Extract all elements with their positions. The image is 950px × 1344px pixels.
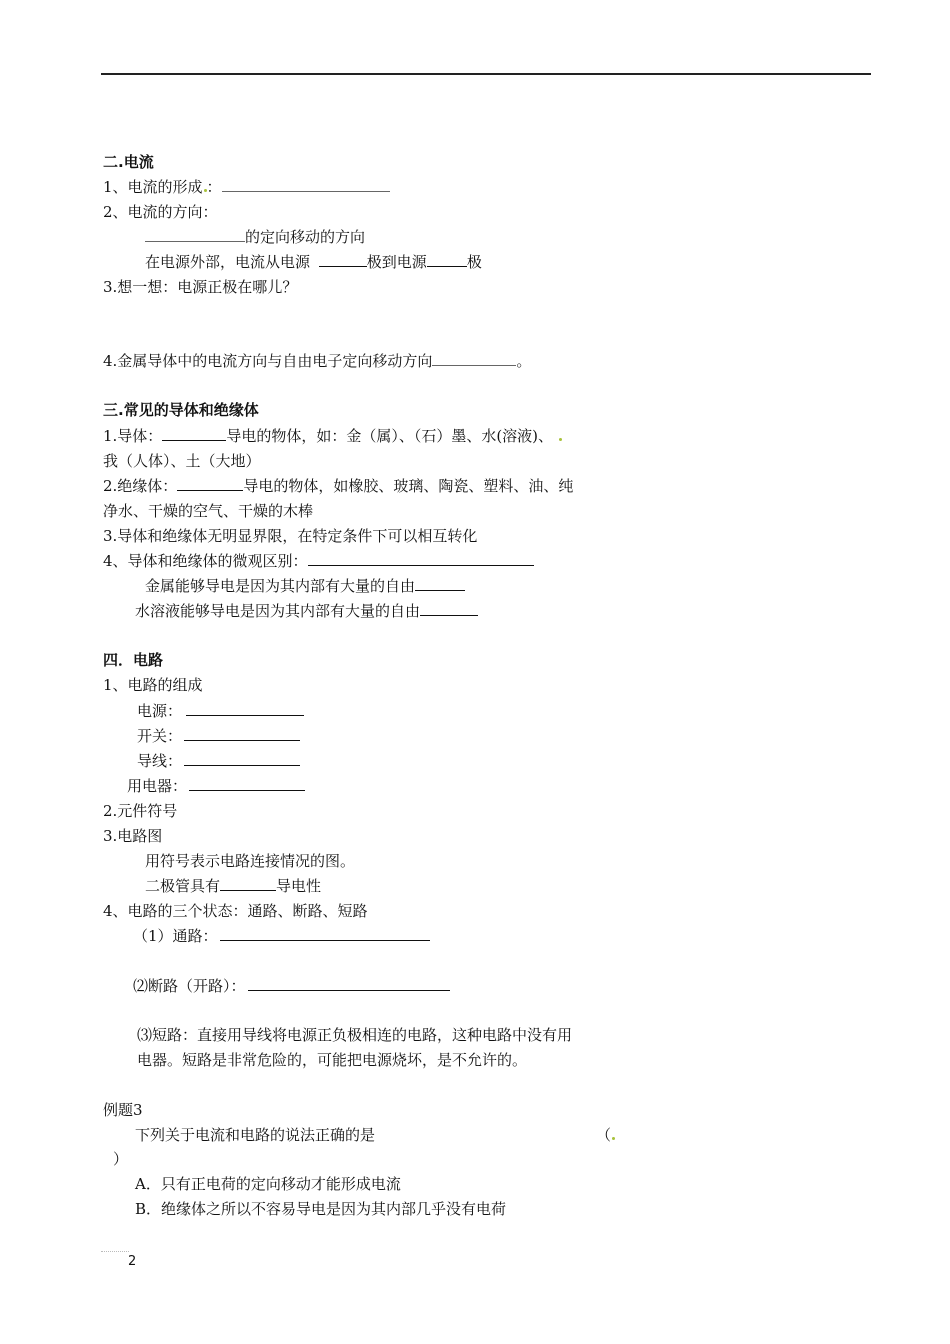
component-symbols: 2.元件符号 <box>103 802 178 820</box>
open-circuit-label: ⑵断路（开路）： <box>133 977 246 995</box>
example-title: 例题3 <box>103 1101 143 1119</box>
circuit-diagram: 3.电路图 <box>103 827 163 845</box>
answer-paren-close: ） <box>113 1150 129 1168</box>
closed-circuit-line <box>133 926 430 946</box>
diode-text2: 导电性 <box>276 877 322 895</box>
blank-metal-free[interactable] <box>415 576 465 591</box>
wire-line <box>137 751 300 771</box>
margin-dot <box>559 438 562 441</box>
short-circuit-line2: 电器。短路是非常危险的，可能把电源烧坏，是不允许的。 <box>137 1051 528 1069</box>
insulator-line <box>103 476 573 496</box>
power-label: 电源： <box>137 702 183 720</box>
blank-solution-free[interactable] <box>420 601 478 616</box>
blank-q4[interactable] <box>432 351 516 366</box>
blank-switch[interactable] <box>184 726 300 741</box>
appliance-line <box>127 776 305 796</box>
closed-circuit-label: （1）通路： <box>133 927 218 945</box>
blank-q2a[interactable] <box>145 227 245 242</box>
blank-closed-circuit[interactable] <box>220 926 430 941</box>
blank-conductor[interactable] <box>162 426 226 441</box>
blank-open-circuit[interactable] <box>248 976 450 991</box>
q2a-line <box>145 227 365 247</box>
conductor-text: 导电的物体，如：金（属）、（石）墨、水(溶液)、 <box>226 427 554 445</box>
metal-free-text: 金属能够导电是因为其内部有大量的自由 <box>145 577 416 595</box>
q1-label: 1、电流的形成 <box>103 178 203 196</box>
option-b[interactable]: B．绝缘体之所以不容易导电是因为其内部几乎没有电荷 <box>135 1200 507 1218</box>
appliance-label: 用电器： <box>127 777 188 795</box>
circuit-diagram-definition: 用符号表示电路连接情况的图。 <box>145 852 356 870</box>
q3-think: 3.想一想：电源正极在哪儿？ <box>103 278 298 296</box>
conductor-line <box>103 426 562 446</box>
micro-difference-line <box>103 551 534 571</box>
blank-q1[interactable] <box>222 177 390 192</box>
q2b-text1: 在电源外部，电流从电源 <box>145 253 311 271</box>
insulator-label: 2.绝缘体： <box>103 477 178 495</box>
switch-label: 开关： <box>137 727 183 745</box>
blank-q2b-1[interactable] <box>319 252 367 267</box>
q2a-text: 的定向移动的方向 <box>245 228 366 246</box>
q4-end: 。 <box>516 352 532 370</box>
q2b-text3: 极 <box>466 253 482 271</box>
section-title-circuit: 四．电路 <box>103 651 164 669</box>
q2b-text2: 极到电源 <box>366 253 427 271</box>
blank-diode[interactable] <box>220 876 276 891</box>
q1-current-formation <box>103 177 390 197</box>
circuit-states: 4、电路的三个状态：通路、断路、短路 <box>103 902 368 920</box>
q2b-line <box>145 252 482 272</box>
insulator-text: 导电的物体，如橡胶、玻璃、陶瓷、塑料、油、纯 <box>243 477 574 495</box>
blank-power[interactable] <box>186 701 304 716</box>
conductor-line2: 我（人体）、土（大地） <box>103 452 261 470</box>
solution-free-text: 水溶液能够导电是因为其内部有大量的自由 <box>135 602 421 620</box>
blank-appliance[interactable] <box>189 776 305 791</box>
blank-insulator[interactable] <box>177 476 243 491</box>
wire-label: 导线： <box>137 752 183 770</box>
margin-dot <box>612 1137 615 1140</box>
metal-free-line <box>145 576 465 596</box>
blank-micro-difference[interactable] <box>308 551 534 566</box>
q1-colon: ： <box>206 178 222 196</box>
switch-line <box>137 726 300 746</box>
insulator-line2: 净水、干燥的空气、干燥的木棒 <box>103 502 314 520</box>
q4-text: 4.金属导体中的电流方向与自由电子定向移动方向 <box>103 352 433 370</box>
boundary-line: 3.导体和绝缘体无明显界限，在特定条件下可以相互转化 <box>103 527 478 545</box>
power-line <box>137 701 304 721</box>
micro-difference-label: 4、导体和绝缘体的微观区别： <box>103 552 308 570</box>
short-circuit-line1: ⑶短路：直接用导线将电源正负极相连的电路，这种电路中没有用 <box>137 1026 573 1044</box>
header-rule <box>101 73 871 75</box>
diode-text1: 二极管具有 <box>145 877 221 895</box>
answer-paren-open <box>596 1125 615 1145</box>
paren-open-glyph: （ <box>596 1126 612 1144</box>
footer-divider <box>101 1251 129 1252</box>
solution-free-line <box>135 601 478 621</box>
conductor-label: 1.导体： <box>103 427 163 445</box>
section-title-current: 二.电流 <box>103 153 154 171</box>
open-circuit-line <box>133 976 450 996</box>
section-title-conductors: 三.常见的导体和绝缘体 <box>103 401 259 419</box>
q4-metal-direction <box>103 351 531 371</box>
blank-wire[interactable] <box>184 751 300 766</box>
diode-line <box>145 876 321 896</box>
blank-q2b-2[interactable] <box>427 252 467 267</box>
page-number: 2 <box>128 1254 137 1269</box>
circuit-composition: 1、电路的组成 <box>103 676 203 694</box>
example-question: 下列关于电流和电路的说法正确的是 <box>135 1126 376 1144</box>
option-a[interactable]: A．只有正电荷的定向移动才能形成电流 <box>135 1175 401 1193</box>
q2-current-direction: 2、电流的方向： <box>103 203 218 221</box>
